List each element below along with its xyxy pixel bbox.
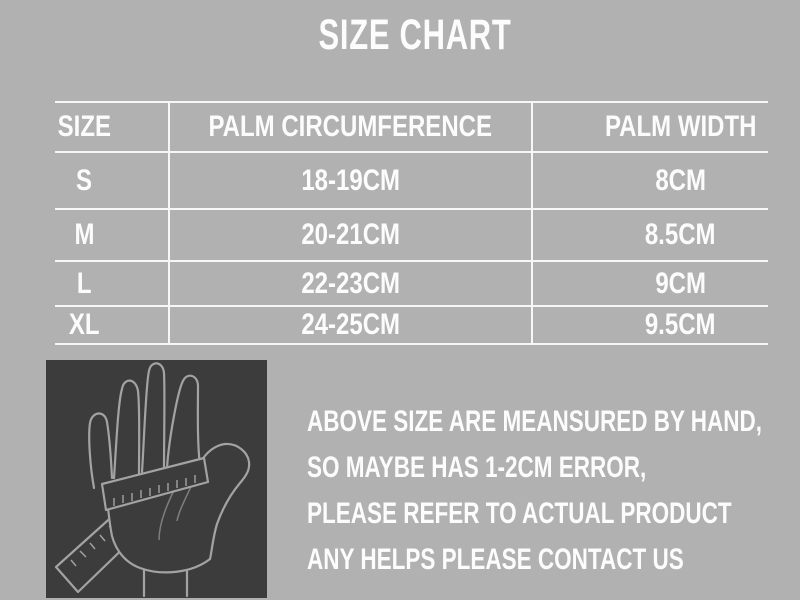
width-cell: 8.5CM [533, 210, 768, 262]
note-line: PLEASE REFER TO ACTUAL PRODUCT [307, 497, 732, 530]
size-table [55, 101, 768, 345]
circumference-cell: 24-25CM [170, 307, 533, 345]
column-header-palm-width: PALM WIDTH [533, 103, 768, 153]
size-cell: L [55, 262, 170, 307]
note-line: ANY HELPS PLEASE CONTACT US [307, 543, 684, 576]
size-cell: S [55, 153, 170, 210]
column-header-palm-circumference: PALM CIRCUMFERENCE [170, 103, 533, 153]
width-cell: 9.5CM [533, 307, 768, 345]
circumference-cell: 20-21CM [170, 210, 533, 262]
note-line: SO MAYBE HAS 1-2CM ERROR, [307, 451, 647, 484]
page-title: SIZE CHART [318, 11, 512, 59]
circumference-cell: 18-19CM [170, 153, 533, 210]
hand-illustration-panel [46, 360, 267, 598]
column-header-size: SIZE [55, 103, 170, 153]
note-line: ABOVE SIZE ARE MEANSURED BY HAND, [307, 405, 763, 438]
size-cell: M [55, 210, 170, 262]
circumference-cell: 22-23CM [170, 262, 533, 307]
width-cell: 8CM [533, 153, 768, 210]
size-cell: XL [55, 307, 170, 345]
hand-with-measuring-tape-icon [46, 360, 267, 598]
width-cell: 9CM [533, 262, 768, 307]
measurement-notes [307, 399, 800, 583]
